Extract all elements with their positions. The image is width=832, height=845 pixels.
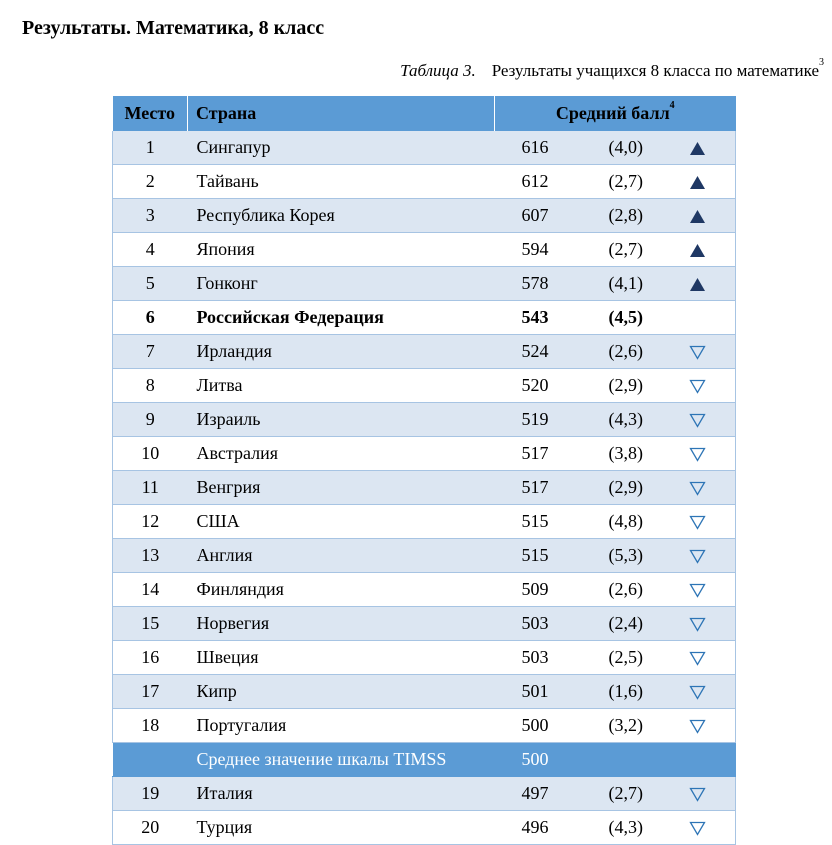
row-rank: 1 [113, 131, 188, 165]
row-significance-mark [661, 233, 736, 267]
row-score: 616 [495, 131, 571, 165]
row-country: Гонконг [188, 267, 495, 301]
row-rank: 7 [113, 335, 188, 369]
row-standard-error: (5,3) [571, 539, 661, 573]
table-row [113, 369, 736, 403]
row-significance-mark [661, 641, 736, 675]
down-triangle-icon [689, 651, 706, 666]
row-standard-error: (2,5) [571, 641, 661, 675]
row-significance-mark [661, 369, 736, 403]
row-country: Тайвань [188, 165, 495, 199]
table-row [113, 811, 736, 845]
row-score: 496 [495, 811, 571, 845]
table-row [113, 709, 736, 743]
row-standard-error: (4,5) [571, 301, 661, 335]
row-rank: 12 [113, 505, 188, 539]
up-triangle-icon [689, 175, 706, 190]
row-score: 515 [495, 539, 571, 573]
row-score: 543 [495, 301, 571, 335]
row-rank: 11 [113, 471, 188, 505]
row-score: 607 [495, 199, 571, 233]
row-country: Италия [188, 777, 495, 811]
row-rank: 2 [113, 165, 188, 199]
row-standard-error: (2,6) [571, 573, 661, 607]
row-standard-error: (4,8) [571, 505, 661, 539]
row-rank: 19 [113, 777, 188, 811]
row-significance-mark [661, 777, 736, 811]
row-rank: 16 [113, 641, 188, 675]
row-rank: 14 [113, 573, 188, 607]
row-rank: 9 [113, 403, 188, 437]
row-significance-mark [661, 811, 736, 845]
table-header-row [113, 96, 736, 131]
row-rank: 5 [113, 267, 188, 301]
table-row [113, 777, 736, 811]
caption-footnote-ref: 3 [819, 57, 824, 68]
row-standard-error: (2,7) [571, 777, 661, 811]
row-standard-error: (4,3) [571, 403, 661, 437]
table-row [113, 131, 736, 165]
row-significance-mark [661, 675, 736, 709]
row-significance-mark [661, 335, 736, 369]
row-standard-error: (4,0) [571, 131, 661, 165]
row-standard-error: (2,6) [571, 335, 661, 369]
header-average-score [495, 96, 736, 131]
timss-mean-row [113, 743, 736, 777]
row-standard-error: (3,2) [571, 709, 661, 743]
row-score: 500 [495, 709, 571, 743]
table-row [113, 573, 736, 607]
row-country: Ирландия [188, 335, 495, 369]
score-footnote-ref: 4 [669, 100, 675, 111]
down-triangle-icon [689, 549, 706, 564]
table-row [113, 437, 736, 471]
row-significance-mark [661, 199, 736, 233]
table-caption-label: Таблица 3. [400, 61, 476, 80]
table-row [113, 607, 736, 641]
row-rank: 20 [113, 811, 188, 845]
down-triangle-icon [689, 515, 706, 530]
up-triangle-icon [689, 209, 706, 224]
row-standard-error: (2,9) [571, 471, 661, 505]
row-country: Турция [188, 811, 495, 845]
down-triangle-icon [689, 447, 706, 462]
row-rank: 8 [113, 369, 188, 403]
row-country: Сингапур [188, 131, 495, 165]
row-standard-error: (2,7) [571, 233, 661, 267]
row-standard-error: (1,6) [571, 675, 661, 709]
row-standard-error: (4,1) [571, 267, 661, 301]
table-row [113, 301, 736, 335]
row-score: 515 [495, 505, 571, 539]
row-standard-error: (4,3) [571, 811, 661, 845]
row-country: Венгрия [188, 471, 495, 505]
row-country: Норвегия [188, 607, 495, 641]
row-score: 578 [495, 267, 571, 301]
row-standard-error: (2,9) [571, 369, 661, 403]
row-score: 612 [495, 165, 571, 199]
row-significance-mark [661, 437, 736, 471]
row-country: Республика Корея [188, 199, 495, 233]
table-row [113, 539, 736, 573]
row-score: 517 [495, 437, 571, 471]
results-table [112, 96, 736, 845]
table-row [113, 233, 736, 267]
row-significance-mark [661, 505, 736, 539]
row-score: 520 [495, 369, 571, 403]
down-triangle-icon [689, 821, 706, 836]
row-score: 497 [495, 777, 571, 811]
row-significance-mark [661, 573, 736, 607]
table-row [113, 199, 736, 233]
table-body [113, 131, 736, 845]
row-significance-mark [661, 165, 736, 199]
row-rank: 13 [113, 539, 188, 573]
down-triangle-icon [689, 787, 706, 802]
row-rank: 6 [113, 301, 188, 335]
table-row [113, 675, 736, 709]
row-country: Российская Федерация [188, 301, 495, 335]
row-country: Австралия [188, 437, 495, 471]
row-significance-mark [661, 267, 736, 301]
table-row [113, 641, 736, 675]
down-triangle-icon [689, 345, 706, 360]
row-score: 503 [495, 607, 571, 641]
row-country: Швеция [188, 641, 495, 675]
down-triangle-icon [689, 481, 706, 496]
mean-row-se [571, 743, 661, 777]
up-triangle-icon [689, 141, 706, 156]
down-triangle-icon [689, 379, 706, 394]
row-score: 594 [495, 233, 571, 267]
up-triangle-icon [689, 243, 706, 258]
row-score: 501 [495, 675, 571, 709]
table-row [113, 267, 736, 301]
header-rank: Место [113, 96, 188, 131]
down-triangle-icon [689, 719, 706, 734]
down-triangle-icon [689, 413, 706, 428]
mean-row-score: 500 [495, 743, 571, 777]
table-row [113, 403, 736, 437]
mean-row-rank [113, 743, 188, 777]
row-rank: 17 [113, 675, 188, 709]
down-triangle-icon [689, 685, 706, 700]
table-caption-text: Результаты учащихся 8 класса по математике [491, 61, 819, 80]
row-significance-mark [661, 471, 736, 505]
row-significance-mark [661, 403, 736, 437]
row-rank: 10 [113, 437, 188, 471]
row-rank: 18 [113, 709, 188, 743]
row-significance-mark [661, 709, 736, 743]
row-score: 503 [495, 641, 571, 675]
row-rank: 3 [113, 199, 188, 233]
header-average-score-label: Средний балл [555, 103, 670, 123]
row-standard-error: (3,8) [571, 437, 661, 471]
table-caption [400, 57, 824, 82]
table-row [113, 165, 736, 199]
row-country: США [188, 505, 495, 539]
row-standard-error: (2,7) [571, 165, 661, 199]
row-significance-mark [661, 539, 736, 573]
row-score: 517 [495, 471, 571, 505]
row-significance-mark [661, 607, 736, 641]
row-score: 524 [495, 335, 571, 369]
row-country: Португалия [188, 709, 495, 743]
row-country: Израиль [188, 403, 495, 437]
row-standard-error: (2,4) [571, 607, 661, 641]
row-standard-error: (2,8) [571, 199, 661, 233]
down-triangle-icon [689, 583, 706, 598]
row-country: Кипр [188, 675, 495, 709]
row-rank: 4 [113, 233, 188, 267]
row-country: Финляндия [188, 573, 495, 607]
row-score: 509 [495, 573, 571, 607]
row-significance-mark [661, 301, 736, 335]
up-triangle-icon [689, 277, 706, 292]
table-row [113, 505, 736, 539]
row-country: Англия [188, 539, 495, 573]
row-country: Япония [188, 233, 495, 267]
header-country: Страна [188, 96, 495, 131]
mean-row-mark [661, 743, 736, 777]
row-rank: 15 [113, 607, 188, 641]
row-significance-mark [661, 131, 736, 165]
table-row [113, 335, 736, 369]
table-row [113, 471, 736, 505]
down-triangle-icon [689, 617, 706, 632]
row-country: Литва [188, 369, 495, 403]
section-title: Результаты. Математика, 8 класс [22, 17, 325, 39]
mean-row-label: Среднее значение шкалы TIMSS [188, 743, 495, 777]
row-score: 519 [495, 403, 571, 437]
